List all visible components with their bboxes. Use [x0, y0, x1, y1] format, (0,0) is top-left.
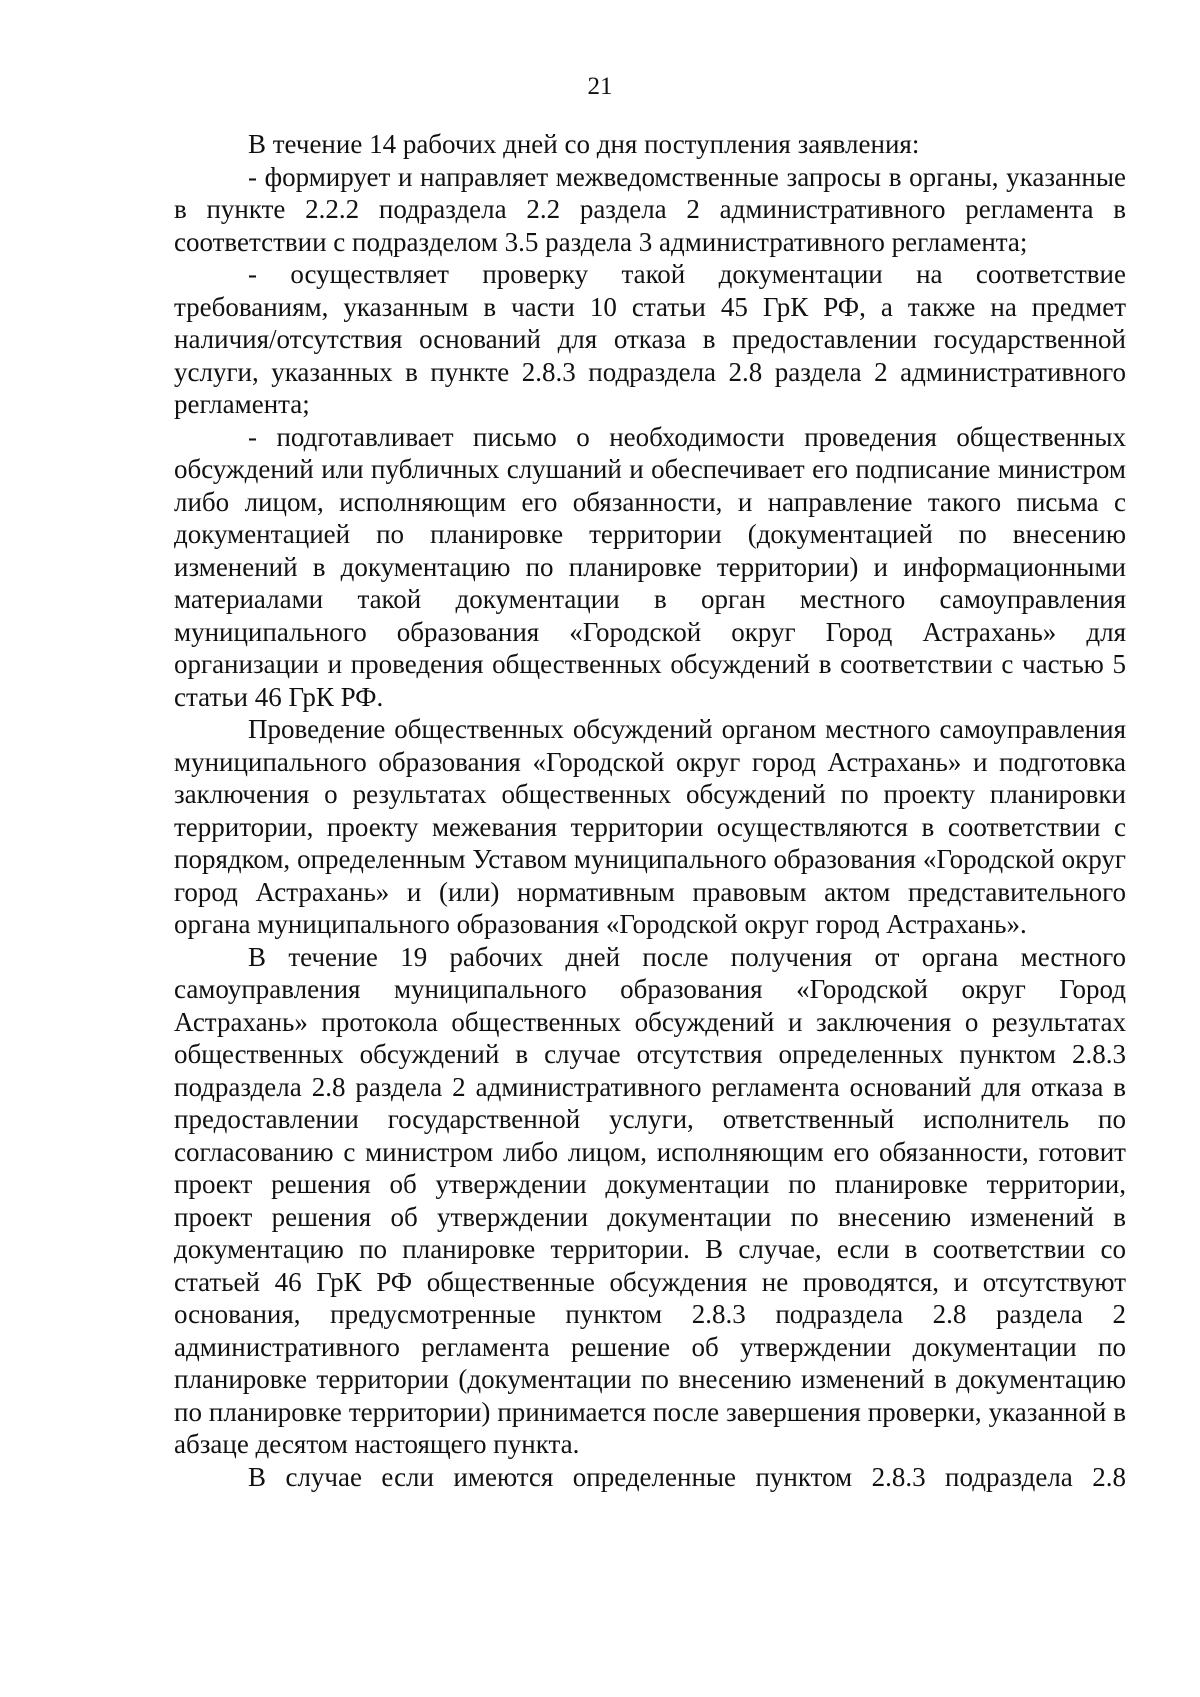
document-body	[174, 128, 1126, 1493]
paragraph-19-days: В течение 19 рабочих дней после получения от органа местного самоуправления муниципального образования «Городской округ Город Астрахань» протокола общественных обсуждений и заключения о результатах общественных обсуждений в случае отсутствия определенных пунктом 2.8.3 подраздела 2.8 раздела 2 административного регламента оснований для отказа в предоставлении государственной услуги, ответственный исполнитель по согласованию с министром либо лицом, исполняющим его обязанности, готовит проект решения об утверждении документации по планировке территории, проект решения об утверждении документации по внесению изменений в документацию по планировке территории. В случае, если в соответствии со статьей 46 ГрК РФ общественные обсуждения не проводятся, и отсутствуют основания, предусмотренные пунктом 2.8.3 подраздела 2.8 раздела 2 административного регламента решение об утверждении документации по планировке территории (документации по внесению изменений в документацию по планировке территории) принимается после завершения проверки, указанной в абзаце десятом настоящего пункта.	[174, 941, 1126, 1459]
paragraph-public-discussions: Проведение общественных обсуждений органом местного самоуправления муниципального образования «Городской округ город Астрахань» и подготовка заключения о результатах общественных обсуждений по проекту планировки территории, проекту межевания территории осуществляются в соответствии с порядком, определенным Уставом муниципального образования «Городской округ город Астрахань» и (или) нормативным правовым актом представительного органа муниципального образования «Городской округ город Астрахань».	[174, 714, 1126, 939]
page-number: 21	[587, 73, 613, 100]
paragraph-list-item-requests: - формирует и направляет межведомственные запросы в органы, указанные в пункте 2.2.2 подраздела 2.2 раздела 2 административного регламента в соответствии с подразделом 3.5 раздела 3 административного регламента;	[174, 161, 1126, 257]
paragraph-continued: В случае если имеются определенные пунктом 2.8.3 подраздела 2.8	[248, 1461, 1126, 1492]
paragraph-list-item-verification: - осуществляет проверку такой документации на соответствие требованиям, указанным в части 10 статьи 45 ГрК РФ, а также на предмет наличия/отсутствия оснований для отказа в предоставлении государственной услуги, указанных в пункте 2.8.3 подраздела 2.8 раздела 2 административного регламента;	[174, 259, 1126, 419]
paragraph-intro: В течение 14 рабочих дней со дня поступления заявления:	[248, 129, 920, 159]
paragraph-list-item-letter: - подготавливает письмо о необходимости проведения общественных обсуждений или публичных слушаний и обеспечивает его подписание министром либо лицом, исполняющим его обязанности, и направление такого письма с документацией по планировке территории (документацией по внесению изменений в документацию по планировке территории) и информационными материалами такой документации в орган местного самоуправления муниципального образования «Городской округ Город Астрахань» для организации и проведения общественных обсуждений в соответствии с частью 5 статьи 46 ГрК РФ.	[174, 421, 1126, 712]
